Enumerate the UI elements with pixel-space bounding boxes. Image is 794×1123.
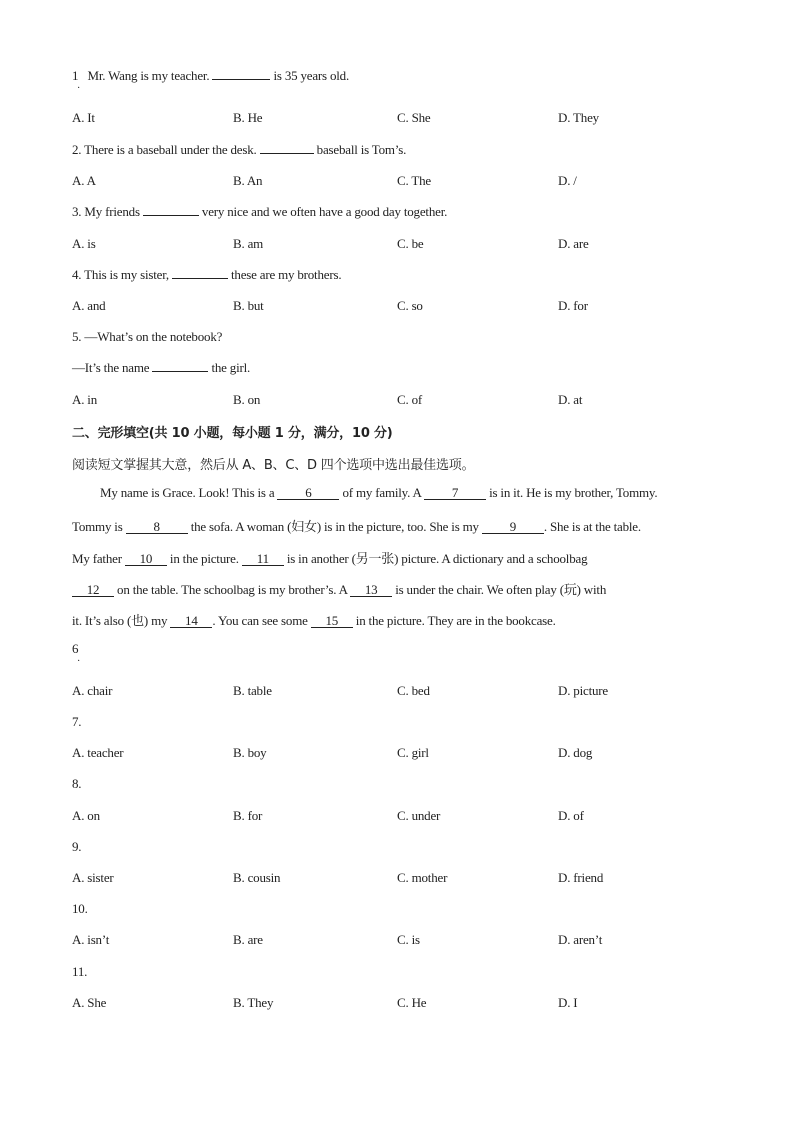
cloze-number: 9. <box>72 839 82 854</box>
blank-6: 6 <box>277 487 339 500</box>
option-b: B. An <box>233 173 263 188</box>
blank-15: 15 <box>311 615 353 628</box>
option-b: B. He <box>233 110 263 125</box>
option-c: C. She <box>397 110 431 125</box>
answer-blank <box>172 278 228 279</box>
cloze-number: 7. <box>72 714 82 729</box>
passage-line-5: it. It’s also (也) my 14 . You can see some 15 in the picture. They are in the bookcase. <box>72 613 556 628</box>
option-d: D. picture <box>558 683 608 698</box>
question-3 <box>72 204 447 220</box>
blank-14: 14 <box>170 615 212 628</box>
option-a: A. isn’t <box>72 932 110 947</box>
question-text-post: baseball is Tom’s. <box>313 142 407 157</box>
question-5-line-2 <box>72 360 250 376</box>
passage-line-2: Tommy is 8 the sofa. A woman (妇女) is in the picture, too. She is my 9 . She is at the table. <box>72 519 641 534</box>
blank-7: 7 <box>424 487 486 500</box>
option-a: A. on <box>72 808 100 823</box>
option-b: B. They <box>233 995 274 1010</box>
option-c: C. mother <box>397 870 448 885</box>
option-d: D. are <box>558 236 589 251</box>
cloze-number: 6 <box>72 641 79 656</box>
section-title: 二、完形填空(共 10 小题，每小题 1 分，满分，10 分) <box>72 426 393 441</box>
option-a: A. and <box>72 298 106 313</box>
option-a: A. It <box>72 110 95 125</box>
option-b: B. cousin <box>233 870 281 885</box>
question-2 <box>72 142 406 158</box>
option-c: C. of <box>397 392 423 407</box>
option-c: C. is <box>397 932 420 947</box>
question-text-pre: 3. My friends <box>72 204 143 219</box>
option-b: B. but <box>233 298 264 313</box>
answer-blank <box>212 79 270 80</box>
option-a: A. in <box>72 392 98 407</box>
option-b: B. boy <box>233 745 267 760</box>
number-dot: · <box>77 83 81 94</box>
option-c: C. He <box>397 995 427 1010</box>
option-c: C. be <box>397 236 424 251</box>
option-d: D. for <box>558 298 588 313</box>
option-b: B. table <box>233 683 272 698</box>
question-1 <box>72 68 349 84</box>
option-b: B. for <box>233 808 263 823</box>
section-instruction: 阅读短文掌握其大意，然后从 A、B、C、D 四个选项中选出最佳选项。 <box>72 458 475 473</box>
option-b: B. are <box>233 932 263 947</box>
option-d: D. / <box>558 173 577 188</box>
blank-10: 10 <box>125 553 167 566</box>
option-c: C. under <box>397 808 441 823</box>
blank-9: 9 <box>482 521 544 534</box>
passage-line-1: My name is Grace. Look! This is a 6 of my family. A 7 is in it. He is my brother, Tommy. <box>100 485 658 500</box>
answer-blank <box>152 371 208 372</box>
option-d: D. friend <box>558 870 604 885</box>
number-dot: · <box>77 656 81 667</box>
question-4 <box>72 267 341 283</box>
cloze-number: 8. <box>72 776 82 791</box>
option-c: C. The <box>397 173 431 188</box>
option-b: B. on <box>233 392 261 407</box>
option-a: A. is <box>72 236 96 251</box>
passage-line-3: My father 10 in the picture. 11 is in another (另一张) picture. A dictionary and a schoolbag <box>72 551 588 566</box>
option-d: D. I <box>558 995 578 1010</box>
question-text-post: very nice and we often have a good day together. <box>198 204 448 219</box>
option-a: A. She <box>72 995 107 1010</box>
question-text-post: the girl. <box>208 360 251 375</box>
blank-13: 13 <box>350 584 392 597</box>
cloze-number: 11. <box>72 964 88 979</box>
question-text-pre: 2. There is a baseball under the desk. <box>72 142 260 157</box>
question-text-pre: Mr. Wang is my teacher. <box>87 68 213 83</box>
question-text-pre: 4. This is my sister, <box>72 267 172 282</box>
option-b: B. am <box>233 236 264 251</box>
blank-12: 12 <box>72 584 114 597</box>
option-c: C. so <box>397 298 423 313</box>
blank-8: 8 <box>126 521 188 534</box>
blank-11: 11 <box>242 553 284 566</box>
question-5-line-1: 5. —What’s on the notebook? <box>72 329 223 344</box>
passage-line-4: 12 on the table. The schoolbag is my brother’s. A 13 is under the chair. We often play (玩) with <box>72 579 606 598</box>
option-d: D. They <box>558 110 599 125</box>
option-d: D. aren’t <box>558 932 603 947</box>
option-d: D. of <box>558 808 584 823</box>
question-text-post: these are my brothers. <box>227 267 342 282</box>
option-c: C. girl <box>397 745 429 760</box>
option-d: D. at <box>558 392 583 407</box>
option-c: C. bed <box>397 683 430 698</box>
option-a: A. teacher <box>72 745 124 760</box>
answer-blank <box>260 153 314 154</box>
question-number: 1 <box>72 68 79 83</box>
cloze-number: 10. <box>72 901 88 916</box>
option-a: A. A <box>72 173 96 188</box>
question-text-pre: —It’s the name <box>72 360 153 375</box>
option-a: A. chair <box>72 683 113 698</box>
answer-blank <box>143 215 199 216</box>
question-text-post: is 35 years old. <box>270 68 350 83</box>
option-d: D. dog <box>558 745 593 760</box>
option-a: A. sister <box>72 870 114 885</box>
